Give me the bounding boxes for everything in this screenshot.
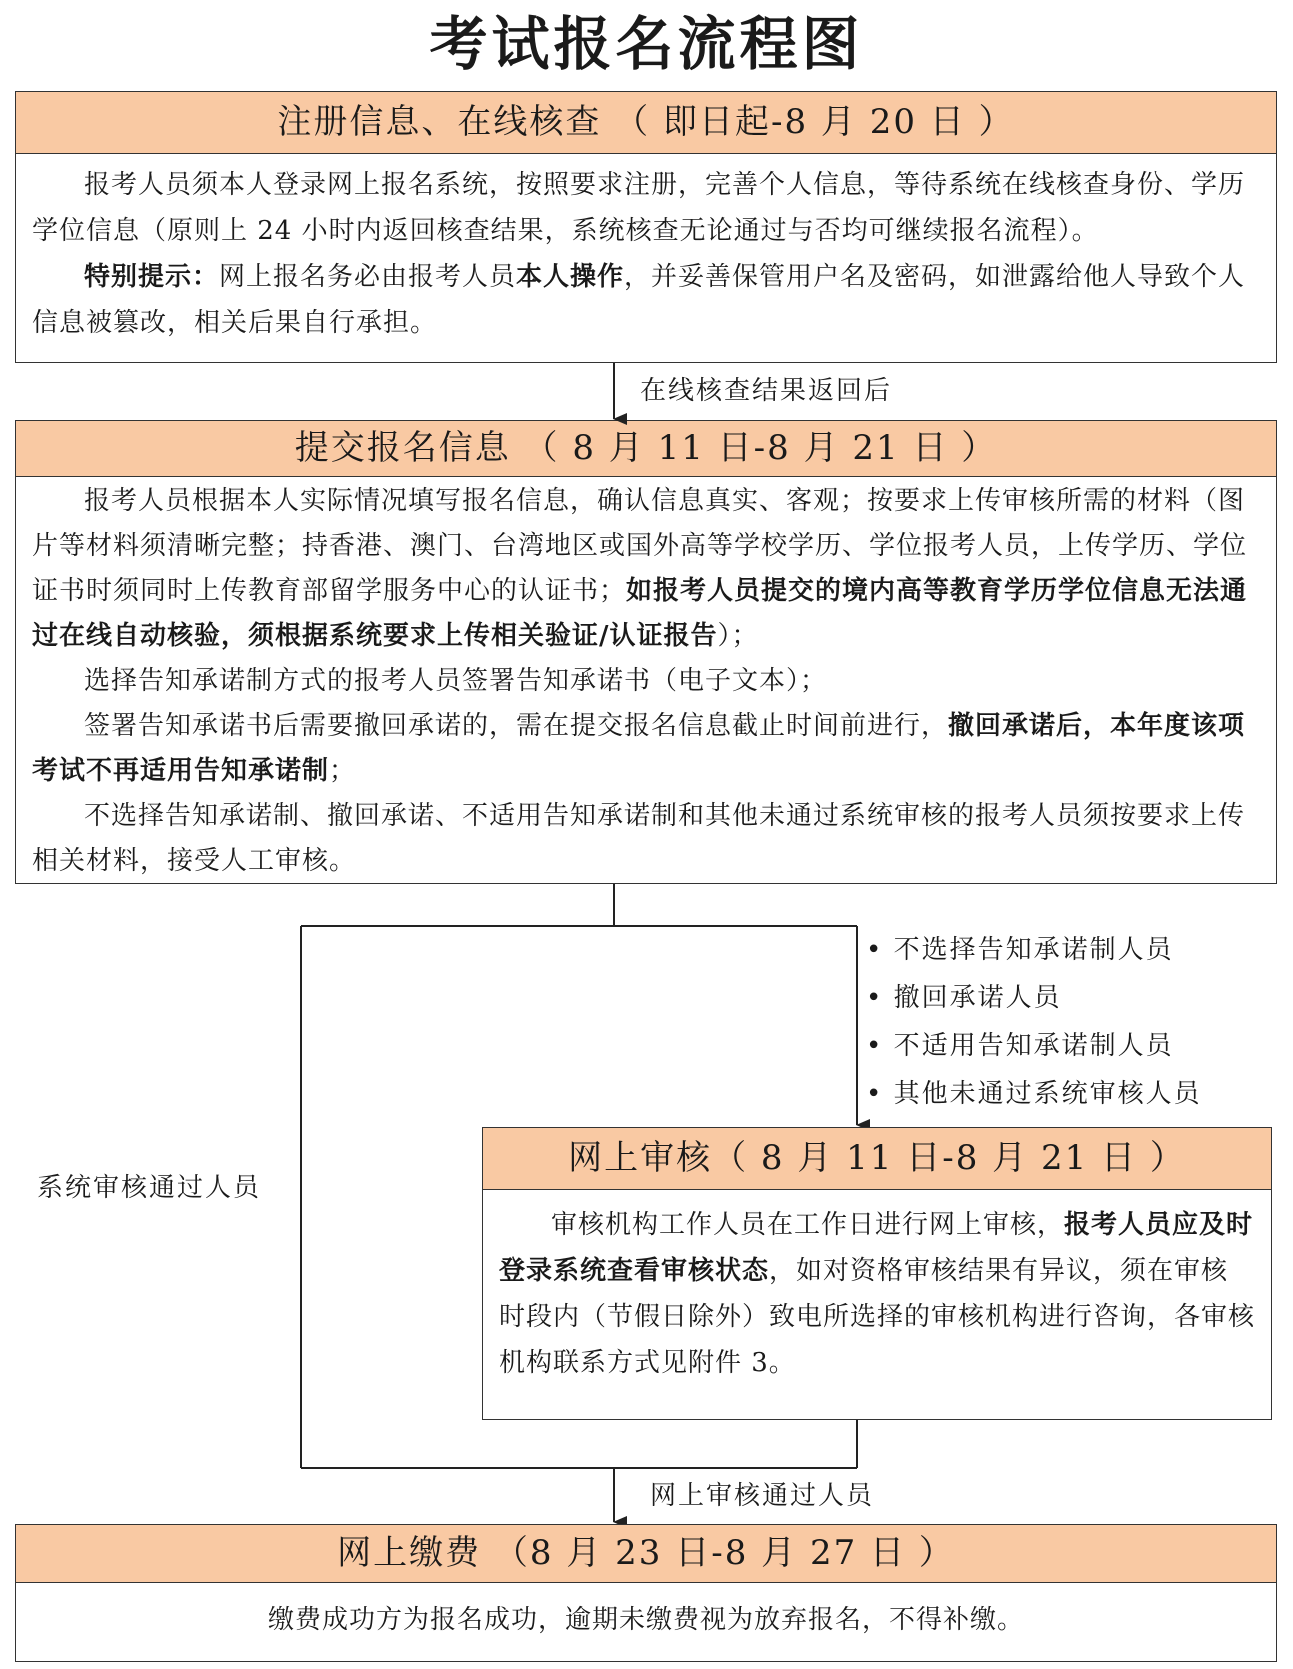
special-notice-text-b: ，并妥善保管用户名及密码，如泄露给他人导致个人信息被篡改，相关后果自行承担。 bbox=[32, 262, 1246, 338]
special-notice-label: 特别提示： bbox=[84, 262, 220, 292]
step-payment-body: 缴费成功方为报名成功，逾期未缴费视为放弃报名，不得补缴。 bbox=[267, 1605, 1024, 1635]
submit-p3-emphasis: 撤回承诺后，本年度该项考试不再适用告知承诺制 bbox=[32, 711, 1246, 786]
step-submit-header: 提交报名信息 （ 8 月 11 日-8 月 21 日 ） bbox=[16, 421, 1276, 477]
review-text-a: 审核机构工作人员在工作日进行网上审核， bbox=[551, 1210, 1065, 1240]
right-branch-item: • 不适用告知承诺制人员 bbox=[866, 1022, 1202, 1070]
right-branch-item: • 不选择告知承诺制人员 bbox=[866, 926, 1202, 974]
right-branch-item: • 撤回承诺人员 bbox=[866, 974, 1202, 1022]
step-review-header: 网上审核（ 8 月 11 日-8 月 21 日 ） bbox=[483, 1128, 1271, 1190]
arrow-label-check-returned: 在线核查结果返回后 bbox=[640, 376, 893, 406]
step-payment-header: 网上缴费 （8 月 23 日-8 月 27 日 ） bbox=[16, 1525, 1276, 1583]
step-payment-box bbox=[15, 1524, 1277, 1662]
step-review-paragraph bbox=[499, 1202, 1255, 1386]
special-notice-emphasis: 本人操作 bbox=[516, 262, 625, 292]
page-title: 考试报名流程图 bbox=[429, 10, 864, 78]
step-review-box bbox=[482, 1127, 1272, 1420]
left-branch-label: 系统审核通过人员 bbox=[37, 1173, 262, 1203]
arrow-label-review-passed: 网上审核通过人员 bbox=[650, 1481, 875, 1511]
step-review-body bbox=[483, 1190, 1271, 1386]
review-emphasis: 报考人员应及时登录系统查看审核状态 bbox=[499, 1210, 1254, 1286]
submit-p1-text-b: ）； bbox=[717, 621, 759, 651]
submit-p3-text-a: 签署告知承诺书后需要撤回承诺的，需在提交报名信息截止时间前进行， bbox=[84, 711, 949, 741]
submit-p3-text-b: ； bbox=[329, 756, 357, 786]
right-branch-list bbox=[866, 926, 1202, 1118]
review-text-b: ，如对资格审核结果有异议，须在审核时段内（节假日除外）致电所选择的审核机构进行咨询，各审核机构联系方式见附件 3。 bbox=[499, 1256, 1256, 1378]
step-submit-paragraph-2: 选择告知承诺制方式的报考人员签署告知承诺书（电子文本）； bbox=[84, 666, 828, 696]
right-branch-item: • 其他未通过系统审核人员 bbox=[866, 1070, 1202, 1118]
step-submit-paragraph-4: 不选择告知承诺制、撤回承诺、不适用告知承诺制和其他未通过系统审核的报考人员须按要求上传相关材料，接受人工审核。 bbox=[32, 801, 1246, 876]
submit-p1-emphasis: 如报考人员提交的境内高等教育学历学位信息无法通过在线自动核验，须根据系统要求上传相关验证/认证报告 bbox=[32, 576, 1248, 651]
special-notice-text-a: 网上报名务必由报考人员 bbox=[219, 262, 517, 292]
step-register-paragraph-1: 报考人员须本人登录网上报名系统，按照要求注册，完善个人信息，等待系统在线核查身份、学历学位信息（原则上 24 小时内返回核查结果，系统核查无论通过与否均可继续报名流程）。 bbox=[32, 170, 1246, 246]
submit-p1-text-a: 报考人员根据本人实际情况填写报名信息，确认信息真实、客观；按要求上传审核所需的材料（图片等材料须清晰完整；持香港、澳门、台湾地区或国外高等学校学历、学位报考人员，上传学历、学位证书时须同时上传教育部留学服务中心的认证书； bbox=[32, 486, 1248, 606]
step-register-header: 注册信息、在线核查 （ 即日起-8 月 20 日 ） bbox=[16, 92, 1276, 154]
